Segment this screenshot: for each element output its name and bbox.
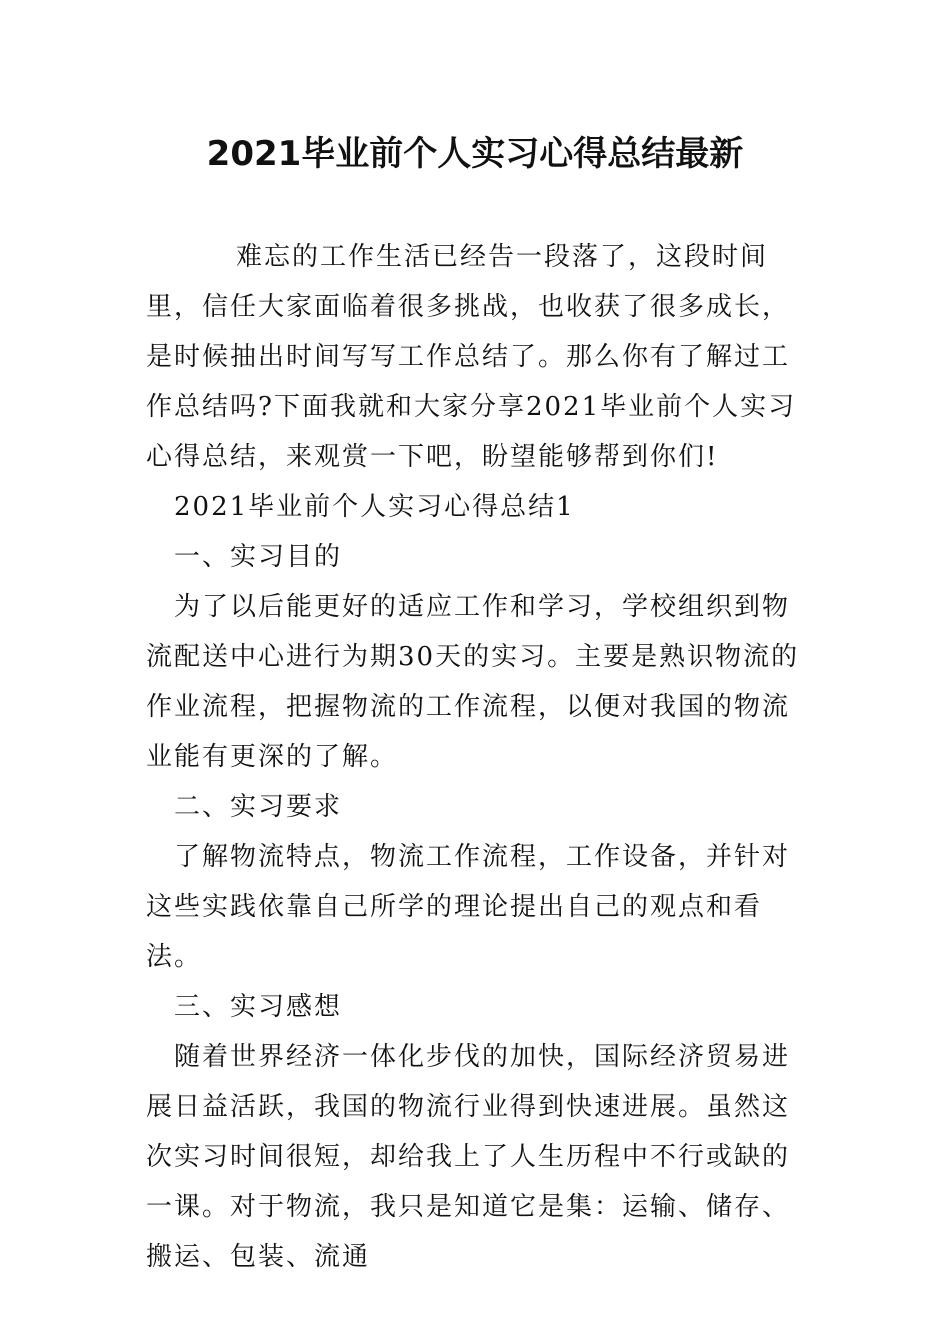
intro-paragraph: 难忘的工作生活已经告一段落了，这段时间里，信任大家面临着很多挑战，也收获了很多成长，是时候抽出时间写写工作总结了。那么你有了解过工作总结吗?下面我就和大家分享2021毕业前个人实习心得总结，来观赏一下吧，盼望能够帮到你们! (146, 242, 797, 472)
paragraph-thoughts: 随着世界经济一体化步伐的加快，国际经济贸易进展日益活跃，我国的物流行业得到快速进展。虽然这次实习时间很短，却给我上了人生历程中不行或缺的一课。对于物流，我只是知道它是集：运输、储存、搬运、包装、流通 (146, 1042, 791, 1272)
document-title: 2021毕业前个人实习心得总结最新 (206, 134, 744, 174)
document-body (146, 232, 806, 1282)
section-heading-thoughts: 三、实习感想 (174, 992, 343, 1022)
section-heading-requirements: 二、实习要求 (174, 792, 343, 822)
section-heading-purpose: 一、实习目的 (174, 542, 343, 572)
section-subtitle: 2021毕业前个人实习心得总结1 (174, 492, 575, 522)
paragraph-purpose: 为了以后能更好的适应工作和学习，学校组织到物流配送中心进行为期30天的实习。主要是熟识物流的作业流程，把握物流的工作流程，以便对我国的物流业能有更深的了解。 (146, 592, 800, 772)
paragraph-requirements: 了解物流特点，物流工作流程，工作设备，并针对这些实践依靠自己所学的理论提出自己的观点和看法。 (146, 842, 791, 972)
